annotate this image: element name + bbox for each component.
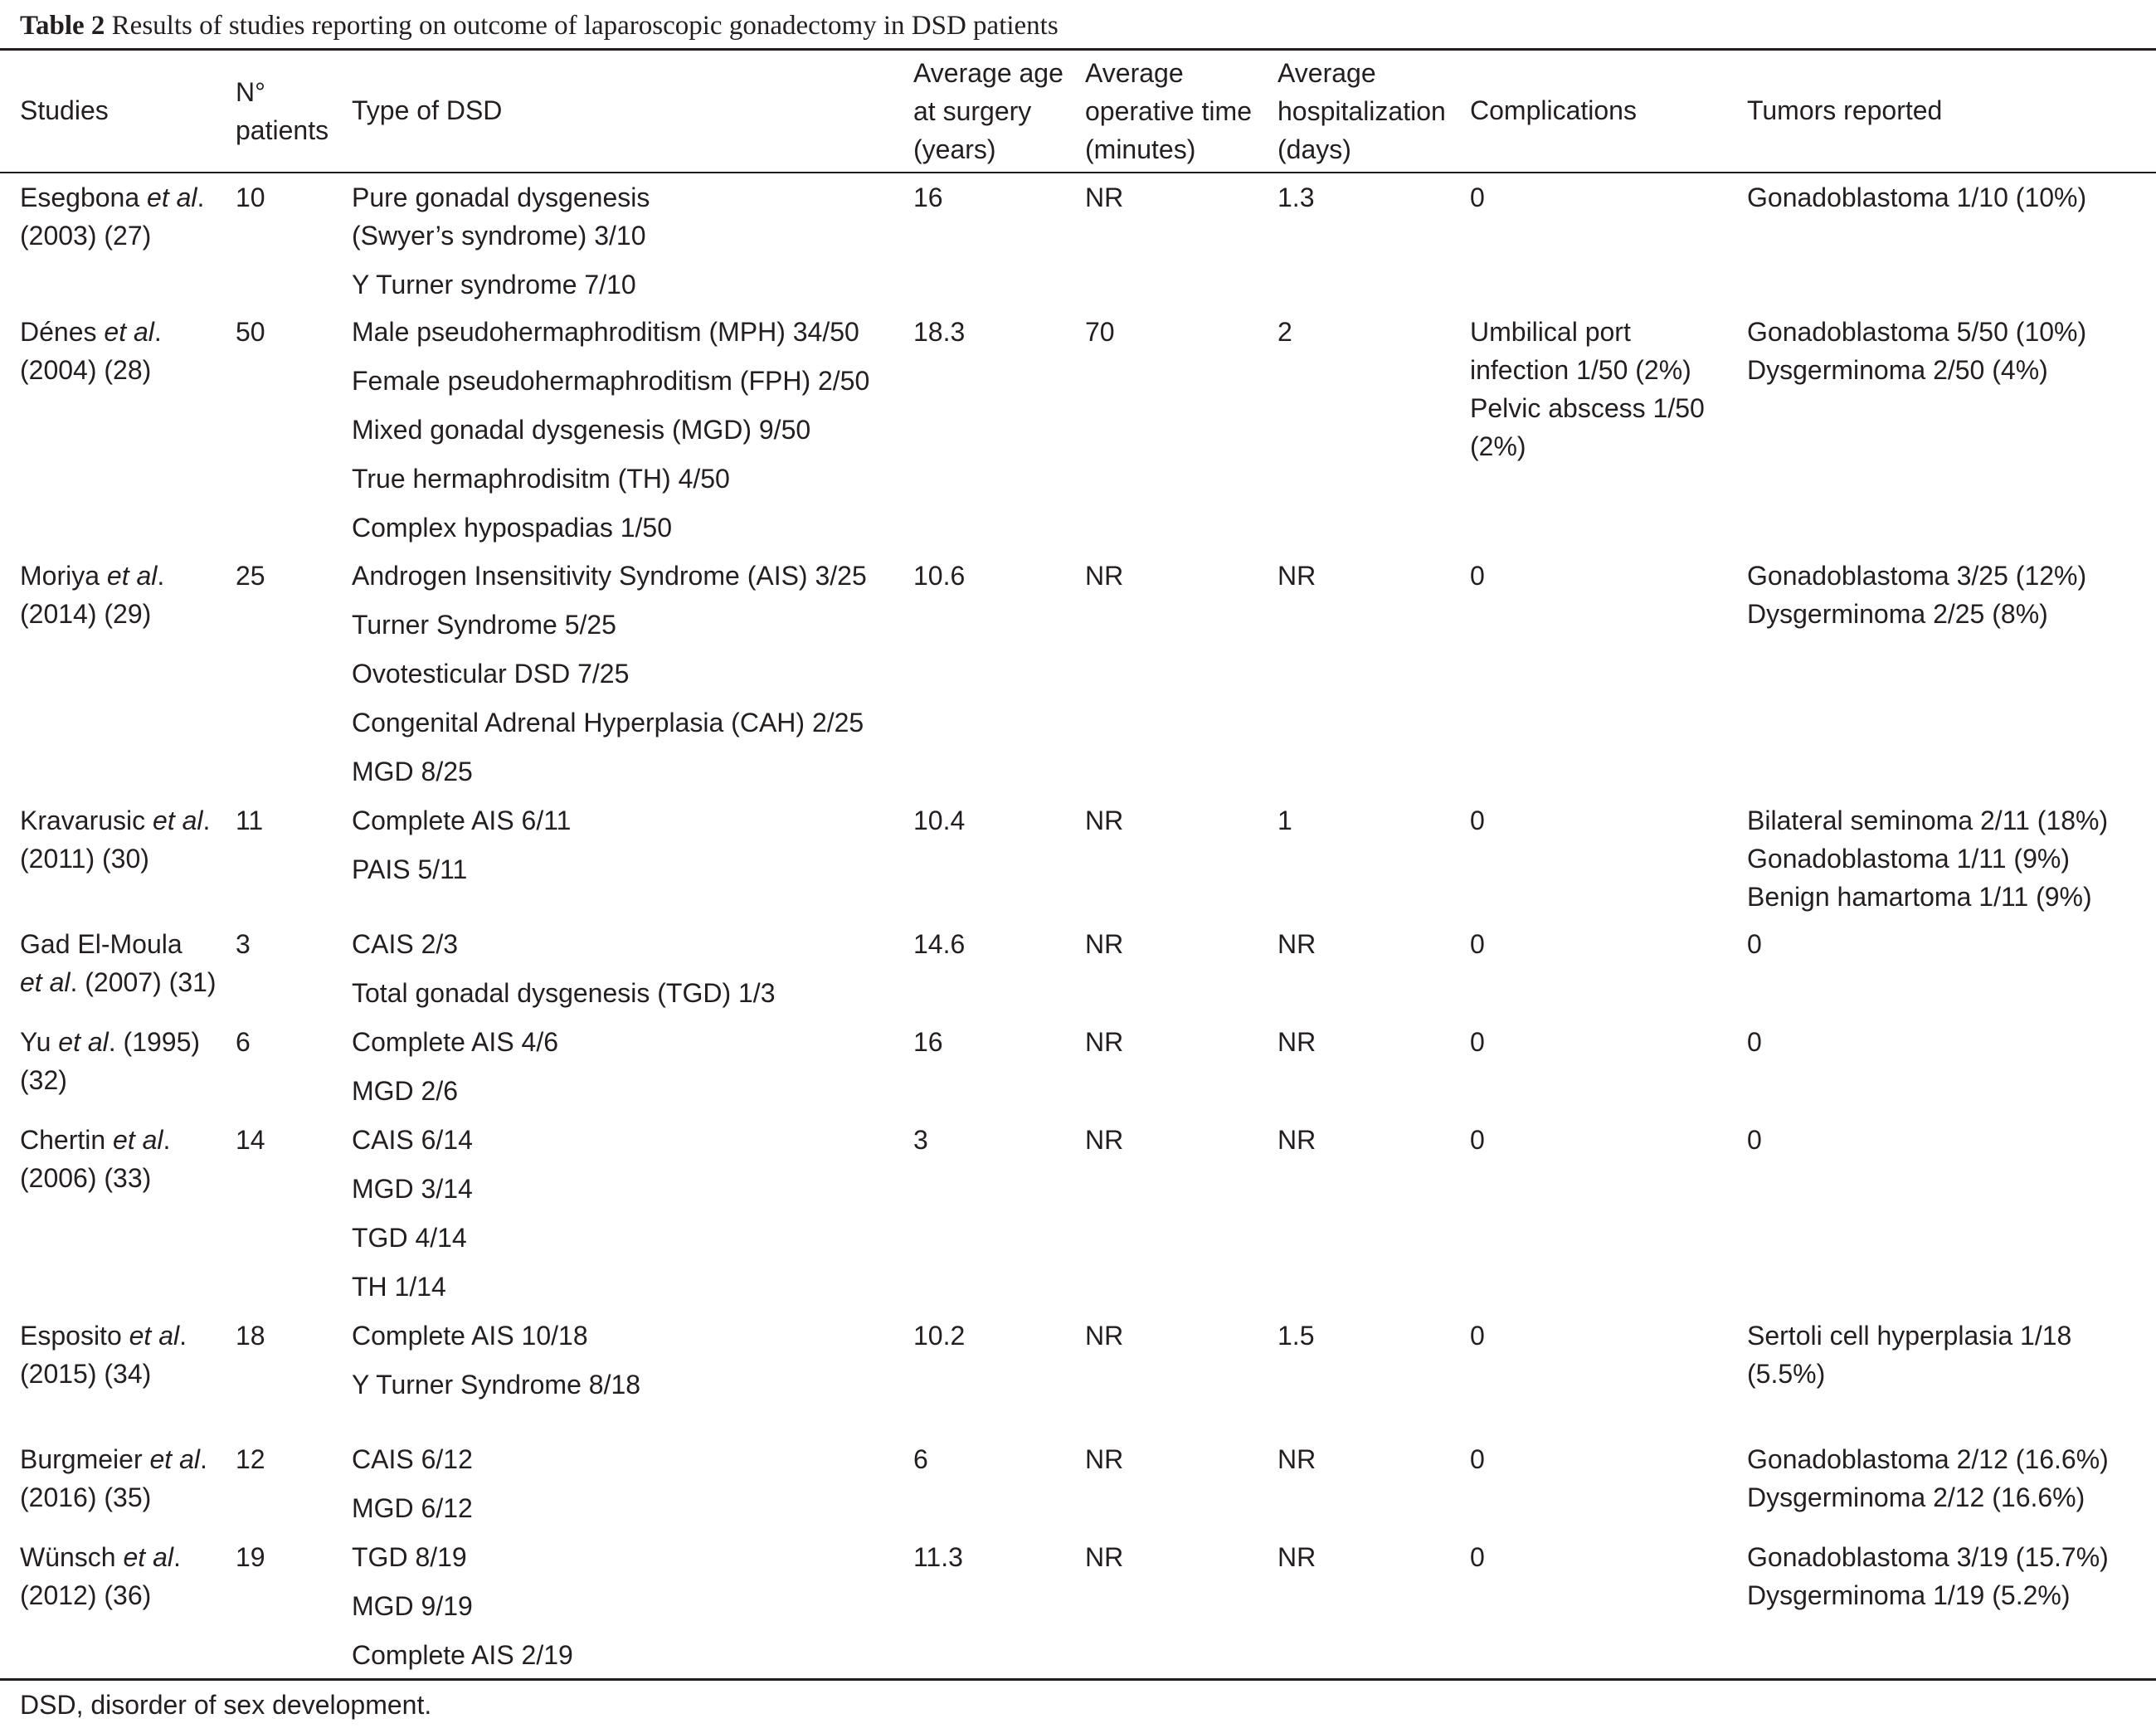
top-rule	[0, 48, 2156, 51]
tumors-cell: Gonadoblastoma 2/12 (16.6%) Dysgerminoma 2/12 (16.6%)	[1747, 1444, 2109, 1512]
header-operative-time: Average operative time (minutes)	[1085, 58, 1252, 164]
dsd-type-cell: Complete AIS 4/6 MGD 2/6	[352, 1027, 559, 1106]
patients-cell: 6	[236, 1027, 251, 1057]
header-tumors: Tumors reported	[1747, 95, 1943, 125]
study-cell: Gad El-Moula et al. (2007) (31)	[20, 929, 217, 997]
header-type-of-dsd: Type of DSD	[352, 95, 503, 125]
hospitalization-cell: 2	[1278, 317, 1292, 347]
dsd-type-cell: CAIS 2/3 Total gonadal dysgenesis (TGD) 1/3	[352, 929, 776, 1008]
header-average-age: Average age at surgery (years)	[913, 58, 1063, 164]
study-cell: Moriya et al. (2014) (29)	[20, 561, 165, 629]
tumors-cell: Gonadoblastoma 3/19 (15.7%) Dysgerminoma 1/19 (5.2%)	[1747, 1542, 2109, 1610]
dsd-type-cell: Pure gonadal dysgenesis (Swyer’s syndrome) 3/10 Y Turner syndrome 7/10	[352, 183, 650, 299]
dsd-type-cell: Complete AIS 6/11 PAIS 5/11	[352, 806, 572, 884]
age-cell: 6	[913, 1444, 928, 1474]
age-cell: 10.2	[913, 1321, 966, 1351]
hospitalization-cell: 1.5	[1278, 1321, 1315, 1351]
patients-cell: 3	[236, 929, 251, 959]
study-cell: Dénes et al. (2004) (28)	[20, 317, 162, 385]
patients-cell: 10	[236, 183, 265, 212]
table-title: Results of studies reporting on outcome of laparoscopic gonadectomy in DSD patients	[111, 11, 1059, 41]
patients-cell: 11	[236, 806, 264, 835]
operative-time-cell: NR	[1085, 1321, 1124, 1351]
operative-time-cell: NR	[1085, 1444, 1124, 1474]
age-cell: 11.3	[913, 1542, 963, 1572]
complications-cell: 0	[1470, 806, 1485, 835]
complications-cell: 0	[1470, 1027, 1485, 1057]
tumors-cell: Sertoli cell hyperplasia 1/18 (5.5%)	[1747, 1321, 2072, 1389]
patients-cell: 25	[236, 561, 265, 591]
hospitalization-cell: 1.3	[1278, 183, 1315, 212]
tumors-cell: 0	[1747, 929, 1762, 959]
age-cell: 16	[913, 1027, 943, 1057]
operative-time-cell: NR	[1085, 1125, 1124, 1155]
operative-time-cell: 70	[1085, 317, 1115, 347]
header-rule	[0, 172, 2156, 173]
age-cell: 10.4	[913, 806, 966, 835]
operative-time-cell: NR	[1085, 806, 1124, 835]
age-cell: 14.6	[913, 929, 966, 959]
complications-cell: 0	[1470, 183, 1485, 212]
complications-cell: 0	[1470, 1321, 1485, 1351]
hospitalization-cell: NR	[1278, 1444, 1316, 1474]
study-cell: Burgmeier et al. (2016) (35)	[20, 1444, 207, 1512]
header-complications: Complications	[1470, 95, 1637, 125]
complications-cell: 0	[1470, 561, 1485, 591]
study-cell: Esposito et al. (2015) (34)	[20, 1321, 187, 1389]
age-cell: 3	[913, 1125, 928, 1155]
header-n-patients: N° patients	[236, 77, 329, 145]
patients-cell: 50	[236, 317, 265, 347]
patients-cell: 14	[236, 1125, 265, 1155]
dsd-type-cell: Complete AIS 10/18 Y Turner Syndrome 8/18	[352, 1321, 641, 1400]
hospitalization-cell: NR	[1278, 929, 1316, 959]
study-cell: Esegbona et al. (2003) (27)	[20, 183, 205, 251]
dsd-type-cell: CAIS 6/14 MGD 3/14 TGD 4/14 TH 1/14	[352, 1125, 473, 1302]
tumors-cell: Gonadoblastoma 3/25 (12%) Dysgerminoma 2/25 (8%)	[1747, 561, 2087, 629]
operative-time-cell: NR	[1085, 1542, 1124, 1572]
operative-time-cell: NR	[1085, 1027, 1124, 1057]
hospitalization-cell: NR	[1278, 1125, 1316, 1155]
operative-time-cell: NR	[1085, 183, 1124, 212]
patients-cell: 12	[236, 1444, 265, 1474]
age-cell: 16	[913, 183, 943, 212]
complications-cell: 0	[1470, 1125, 1485, 1155]
table-caption	[20, 7, 2135, 45]
study-cell: Wünsch et al. (2012) (36)	[20, 1542, 181, 1610]
tumors-cell: Gonadoblastoma 1/10 (10%)	[1747, 183, 2087, 212]
tumors-cell: Bilateral seminoma 2/11 (18%) Gonadoblastoma 1/11 (9%) Benign hamartoma 1/11 (9%)	[1747, 806, 2109, 912]
table-label: Table 2	[20, 11, 105, 41]
header-hospitalization: Average hospitalization (days)	[1278, 58, 1446, 164]
header-studies: Studies	[20, 95, 109, 125]
hospitalization-cell: NR	[1278, 1542, 1316, 1572]
study-cell: Chertin et al. (2006) (33)	[20, 1125, 171, 1193]
tumors-cell: 0	[1747, 1027, 1762, 1057]
study-cell: Yu et al. (1995) (32)	[20, 1027, 201, 1095]
hospitalization-cell: 1	[1278, 806, 1292, 835]
study-cell: Kravarusic et al. (2011) (30)	[20, 806, 211, 874]
complications-cell: Umbilical port infection 1/50 (2%) Pelvic abscess 1/50 (2%)	[1470, 317, 1705, 461]
hospitalization-cell: NR	[1278, 1027, 1316, 1057]
patients-cell: 18	[236, 1321, 265, 1351]
operative-time-cell: NR	[1085, 561, 1124, 591]
dsd-type-cell: TGD 8/19 MGD 9/19 Complete AIS 2/19	[352, 1542, 573, 1670]
tumors-cell: 0	[1747, 1125, 1762, 1155]
operative-time-cell: NR	[1085, 929, 1124, 959]
patients-cell: 19	[236, 1542, 265, 1572]
hospitalization-cell: NR	[1278, 561, 1316, 591]
age-cell: 10.6	[913, 561, 966, 591]
age-cell: 18.3	[913, 317, 966, 347]
complications-cell: 0	[1470, 1444, 1485, 1474]
dsd-type-cell: Male pseudohermaphroditism (MPH) 34/50 Female pseudohermaphroditism (FPH) 2/50 Mixed gonadal dysgenesis (MGD) 9/50 True hermaphrodisitm (TH) 4/50 Complex hypospadias 1/50	[352, 317, 870, 543]
complications-cell: 0	[1470, 929, 1485, 959]
table-footnote: DSD, disorder of sex development.	[20, 1690, 432, 1720]
dsd-type-cell: CAIS 6/12 MGD 6/12	[352, 1444, 473, 1523]
dsd-type-cell: Androgen Insensitivity Syndrome (AIS) 3/25 Turner Syndrome 5/25 Ovotesticular DSD 7/25 Congenital Adrenal Hyperplasia (CAH) 2/25 MGD 8/25	[352, 561, 867, 786]
complications-cell: 0	[1470, 1542, 1485, 1572]
bottom-rule	[0, 1678, 2156, 1681]
tumors-cell: Gonadoblastoma 5/50 (10%) Dysgerminoma 2/50 (4%)	[1747, 317, 2087, 385]
